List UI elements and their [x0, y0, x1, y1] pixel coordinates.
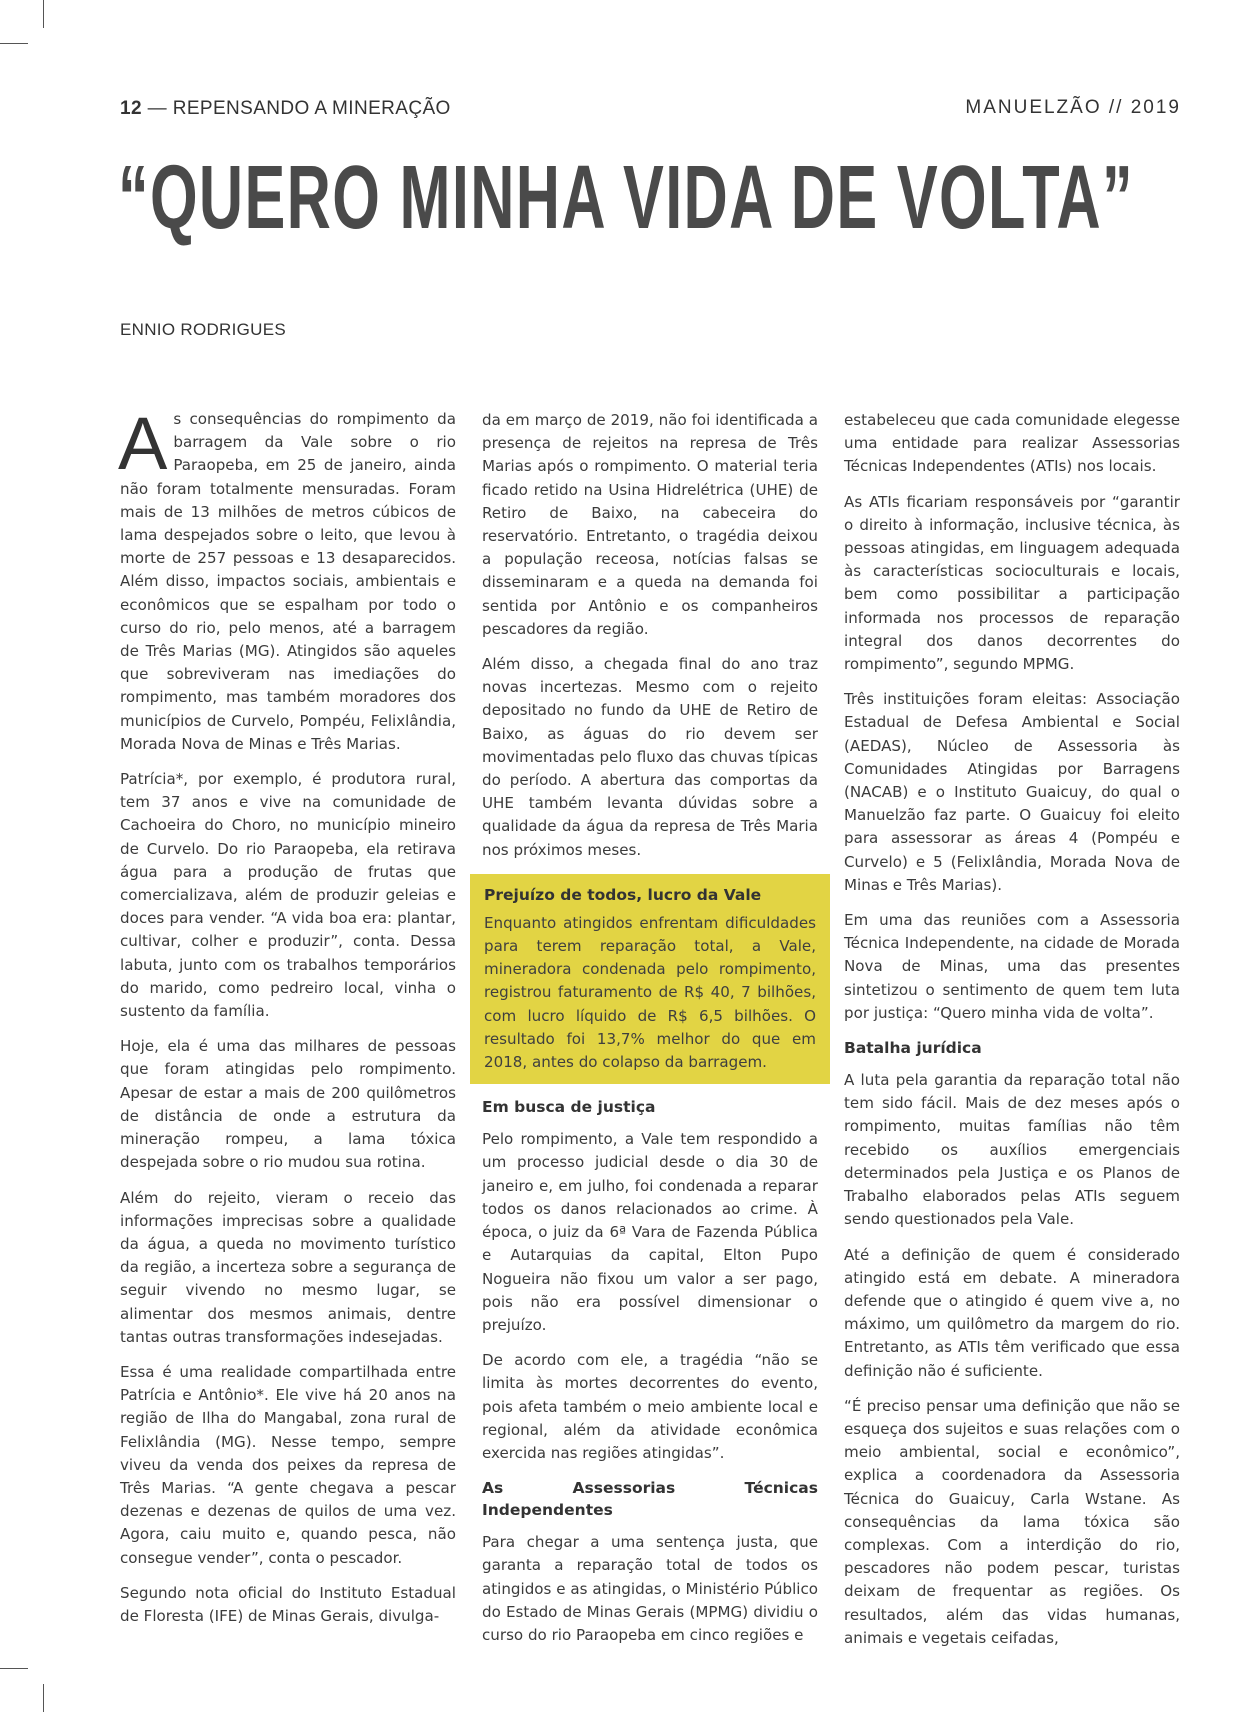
- highlight-box: [470, 874, 830, 1084]
- publication-name: MANUELZÃO // 2019: [965, 97, 1181, 118]
- paragraph: Em uma das reuniões com a Assessoria Técnica Independente, na cidade de Morada Nova de Minas, uma das presentes sintetizou o sentimento de quem tem luta por justiça: “Quero minha vida de volta”.: [844, 911, 1180, 1022]
- subheading: Batalha jurídica: [844, 1039, 982, 1058]
- paragraph: A luta pela garantia da reparação total não tem sido fácil. Mais de dez meses após o rompimento, muitas famílias não têm recebido os auxílios emergenciais determinados pela Justiça e os Planos de Trabalho elaborados pelas ATIs seguem sendo questionados pela Vale.: [844, 1071, 1180, 1229]
- paragraph: “É preciso pensar uma definição que não se esqueça dos sujeitos e suas relações com o meio ambiental, social e econômico”, explica a coordenadora da Assessoria Técnica do Guaicuy, Carla Wstane. As consequências da lama tóxica são complexas. Com a interdição do rio, pescadores não podem pescar, turistas deixam de frequentar as regiões. Os resultados, além das vidas humanas, animais e vegetais ceifadas,: [844, 1396, 1180, 1647]
- crop-mark-bottom-left-horizontal: [0, 1668, 28, 1669]
- paragraph: De acordo com ele, a tragédia “não se limita às mortes decorrentes do evento, pois afeta também o meio ambiente local e regional, além da atividade econômica exercida nas regiões atingidas”.: [482, 1351, 818, 1462]
- crop-mark-top-left-horizontal: [0, 43, 28, 44]
- column-3: [844, 409, 1180, 1662]
- highlight-box-title: Prejuízo de todos, lucro da Vale: [484, 885, 762, 904]
- paragraph: Além disso, a chegada final do ano traz novas incertezas. Mesmo com o rejeito depositado no fundo da UHE de Retiro de Baixo, as águas do rio devem ser movimentadas pelo fluxo das chuvas típicas do período. A abertura das comportas da UHE também levanta dúvidas sobre a qualidade da água da represa de Três Maria nos próximos meses.: [482, 655, 818, 859]
- paragraph: Até a definição de quem é considerado atingido está em debate. A mineradora defende que o atingido é quem vive a, no máximo, um quilômetro da margem do rio. Entretanto, as ATIs têm verificado que essa definição não é suficiente.: [844, 1245, 1180, 1380]
- page-number: 12: [120, 98, 142, 119]
- paragraph: Segundo nota oficial do Instituto Estadual de Floresta (IFE) de Minas Gerais, divulga-: [120, 1583, 456, 1625]
- crop-mark-bottom-left-vertical: [43, 1684, 44, 1712]
- paragraph: Três instituições foram eleitas: Associação Estadual de Defesa Ambiental e Social (AEDAS), Núcleo de Assessoria às Comunidades Atingidas por Barragens (NACAB) e o Instituto Guaicuy, do qual o Manuelzão faz parte. O Guaicuy foi eleito para assessorar as áreas 4 (Pompéu e Curvelo) e 5 (Felixlândia, Morada Nova de Minas e Três Marias).: [844, 690, 1180, 894]
- paragraph: As ATIs ficariam responsáveis por “garantir o direito à informação, inclusive técnica, às pessoas atingidas, em linguagem adequada às características socioculturais e locais, bem como possibilitar a participação informada nos processos de reparação integral dos danos decorrentes do rompimento”, segundo MPMG.: [844, 492, 1180, 674]
- paragraph: Patrícia*, por exemplo, é produtora rural, tem 37 anos e vive na comunidade de Cachoeira do Choro, no município mineiro de Curvelo. Do rio Paraopeba, ela retirava água para a produção de frutas que comercializava, além de produzir geleias e doces para vender. “A vida boa era: plantar, cultivar, colher e produzir”, conta. Dessa labuta, junto com os trabalhos temporários do marido, como pedreiro local, vinha o sustento da família.: [120, 770, 456, 1021]
- drop-cap: A: [118, 402, 168, 485]
- paragraph: Além do rejeito, vieram o receio das informações imprecisas sobre a qualidade da água, a queda no movimento turístico da região, a incerteza sobre a segurança de seguir vivendo no mesmo lugar, se alimentar dos mesmos animais, dentre tantas outras transformações indesejadas.: [120, 1188, 456, 1346]
- paragraph-text: s consequências do rompimento da barragem da Vale sobre o rio Paraopeba, em 25 de janeiro, ainda não foram totalmente mensuradas. Foram mais de 13 milhões de metros cúbicos de lama despejados sobre o leito, que levou à morte de 257 pessoas e 13 desaparecidos. Além disso, impactos sociais, ambientais e econômicos que se espalham por todo o curso do rio, pelo menos, até a barragem de Três Marias (MG). Atingidos são aqueles que sobreviveram nas imediações do rompimento, mas também moradores dos municípios de Curvelo, Pompéu, Felixlândia, Morada Nova de Minas e Três Marias.: [120, 410, 456, 753]
- paragraph: Pelo rompimento, a Vale tem respondido a um processo judicial desde o dia 30 de janeiro e, em julho, foi condenada a reparar todos os danos relacionados ao crime. À época, o juiz da 6ª Vara de Fazenda Pública e Autarquias da capital, Elton Pupo Nogueira não fixou um valor a ser pago, pois não era possível dimensionar o prejuízo.: [482, 1130, 818, 1334]
- section-name: — REPENSANDO A MINERAÇÃO: [141, 98, 451, 119]
- article-title: “QUERO MINHA VIDA DE VOLTA”: [118, 148, 1134, 248]
- subheading: Em busca de justiça: [482, 1098, 656, 1117]
- subheading: As Assessorias Técnicas Independentes: [482, 1479, 818, 1520]
- column-1: [118, 402, 456, 1640]
- paragraph: Para chegar a uma sentença justa, que garanta a reparação total de todos os atingidos e as atingidas, o Ministério Público do Estado de Minas Gerais (MPMG) dividiu o curso do rio Paraopeba em cinco regiões e: [482, 1533, 818, 1644]
- page-header-section: [120, 98, 451, 120]
- paragraph: da em março de 2019, não foi identificada a presença de rejeitos na represa de Três Marias após o rompimento. O material teria ficado retido na Usina Hidrelétrica (UHE) de Retiro de Baixo, na cabeceira do reservatório. Entretanto, o tragédia deixou a população receosa, notícias falsas se disseminaram e a queda na demanda foi sentida por Antônio e os companheiros pescadores da região.: [482, 411, 818, 638]
- highlight-box-text: Enquanto atingidos enfrentam dificuldades para terem reparação total, a Vale, mineradora condenada pelo rompimento, registrou faturamento de R$ 40, 7 bilhões, com lucro líquido de R$ 6,5 bilhões. O resultado foi 13,7% melhor do que em 2018, antes do colapso da barragem.: [484, 913, 816, 1072]
- paragraph: Hoje, ela é uma das milhares de pessoas que foram atingidas pelo rompimento. Apesar de estar a mais de 200 quilômetros de distância de onde a estrutura da mineração rompeu, a lama tóxica despejada sobre o rio mudou sua rotina.: [120, 1037, 456, 1172]
- article-author: ENNIO RODRIGUES: [120, 320, 287, 339]
- column-2: [482, 409, 818, 1659]
- paragraph: estabeleceu que cada comunidade elegesse uma entidade para realizar Assessorias Técnicas Independentes (ATIs) nos locais.: [844, 411, 1180, 476]
- crop-mark-top-left-vertical: [43, 0, 44, 28]
- paragraph: [118, 402, 456, 756]
- paragraph: Essa é uma realidade compartilhada entre Patrícia e Antônio*. Ele vive há 20 anos na região de Ilha do Mangabal, zona rural de Felixlândia (MG). Nesse tempo, sempre viveu da venda dos peixes da represa de Três Marias. “A gente chegava a pescar dezenas e dezenas de quilos de uma vez. Agora, caiu muito e, quando pesca, não consegue vender”, conta o pescador.: [120, 1362, 456, 1567]
